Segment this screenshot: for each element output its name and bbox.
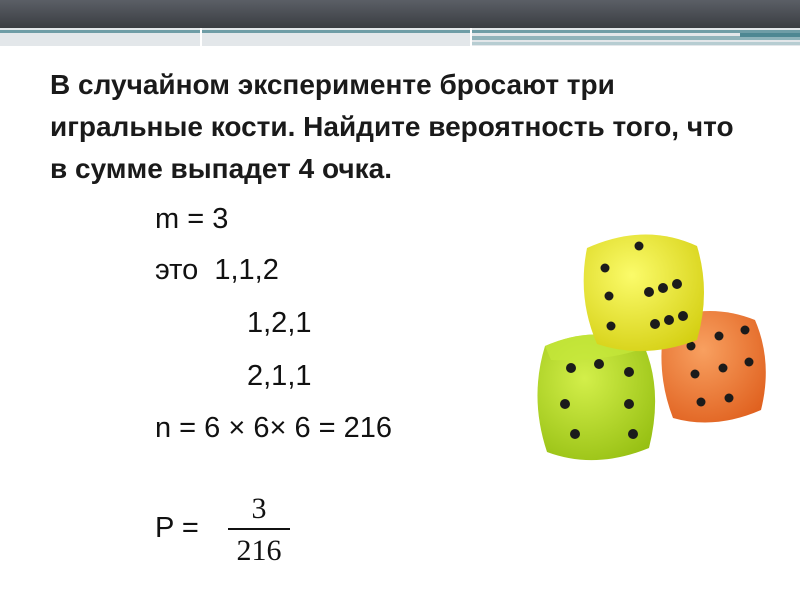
- outcome-2: 1,2,1: [247, 307, 312, 339]
- three-dice-image: [505, 222, 783, 474]
- probability-fraction: [228, 492, 290, 568]
- header-divider: [200, 28, 202, 46]
- yellow-die: [584, 234, 704, 351]
- fraction-numerator: 3: [251, 492, 267, 525]
- outcome-1: это 1,1,2: [155, 254, 279, 286]
- accent-stripe: [740, 33, 800, 37]
- accent-stripe: [470, 42, 800, 45]
- fraction-denominator: 216: [236, 534, 282, 567]
- top-bar: [0, 0, 800, 28]
- probability-label: P =: [155, 512, 199, 544]
- m-value: m = 3: [155, 203, 229, 235]
- outcome-3: 2,1,1: [247, 360, 312, 392]
- problem-statement: В случайном эксперименте бросают три игральные кости. Найдите вероятность того, что в сумме выпадет 4 очка.: [50, 69, 734, 184]
- header-divider: [470, 28, 472, 46]
- accent-stripe: [0, 30, 800, 33]
- fraction-bar: [228, 528, 290, 530]
- green-die: [537, 334, 655, 460]
- n-value: n = 6 × 6× 6 = 216: [155, 412, 393, 444]
